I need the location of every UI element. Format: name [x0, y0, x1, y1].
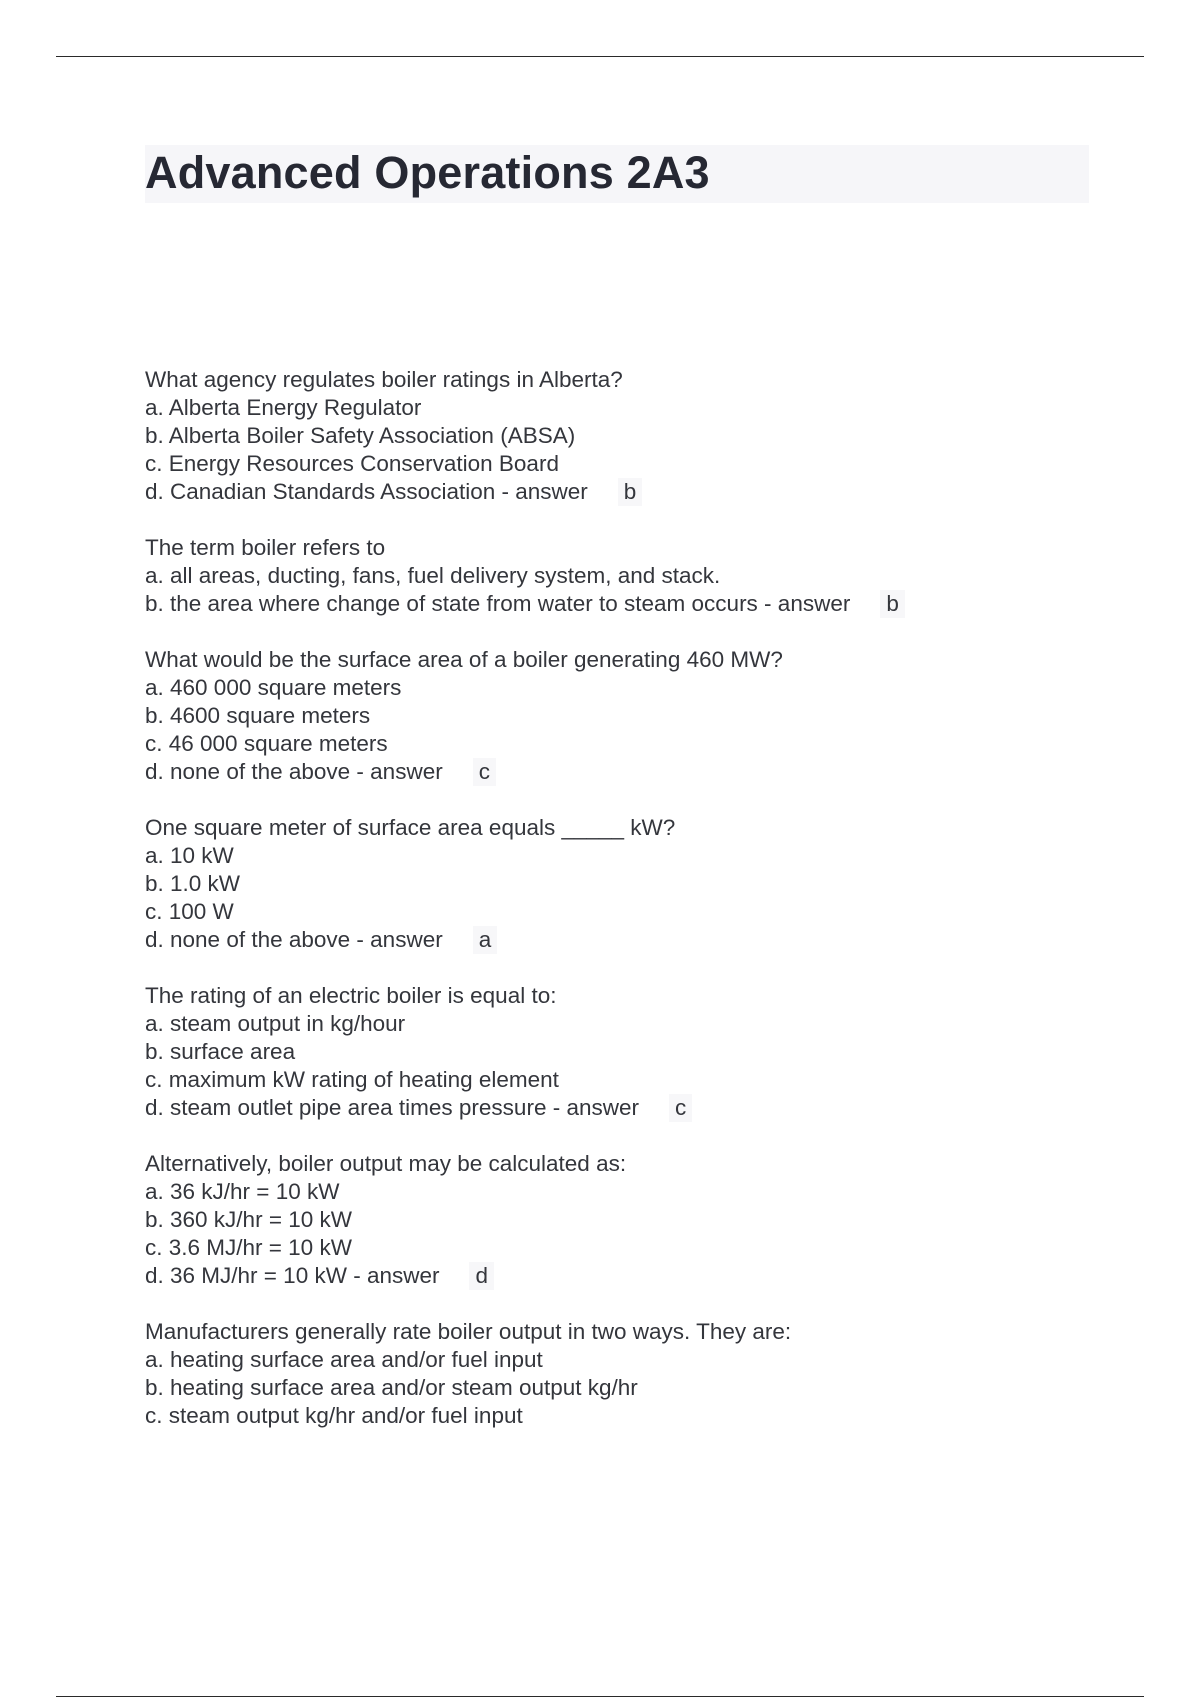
option-text: a. 36 kJ/hr = 10 kW [145, 1179, 340, 1204]
question-text: What would be the surface area of a boiler generating 460 MW? [145, 647, 783, 672]
option-line [145, 1178, 1105, 1206]
option-line [145, 478, 1105, 506]
question-block [145, 1318, 1105, 1430]
option-text: a. 460 000 square meters [145, 675, 402, 700]
option-text: a. all areas, ducting, fans, fuel delivery system, and stack. [145, 563, 721, 588]
option-line [145, 898, 1105, 926]
option-text: a. heating surface area and/or fuel input [145, 1347, 543, 1372]
option-line [145, 590, 1105, 618]
option-line [145, 702, 1105, 730]
answer-letter: a [473, 926, 498, 954]
question-text: Manufacturers generally rate boiler output in two ways. They are: [145, 1319, 792, 1344]
option-line [145, 1010, 1105, 1038]
option-line [145, 730, 1105, 758]
option-line [145, 394, 1105, 422]
option-line [145, 758, 1105, 786]
answer-letter: d [469, 1262, 494, 1290]
option-text: a. steam output in kg/hour [145, 1011, 406, 1036]
option-line [145, 562, 1105, 590]
option-line [145, 1374, 1105, 1402]
question-text: The rating of an electric boiler is equal to: [145, 983, 557, 1008]
option-text: c. 3.6 MJ/hr = 10 kW [145, 1235, 352, 1260]
option-text: a. 10 kW [145, 843, 234, 868]
option-text: c. Energy Resources Conservation Board [145, 451, 559, 476]
option-line [145, 1346, 1105, 1374]
option-text: c. 46 000 square meters [145, 731, 388, 756]
answer-letter: c [669, 1094, 692, 1122]
option-line [145, 1234, 1105, 1262]
option-text: d. none of the above - answer [145, 759, 443, 784]
option-line [145, 1066, 1105, 1094]
question-block [145, 982, 1105, 1122]
option-line [145, 1262, 1105, 1290]
option-text: b. the area where change of state from water to steam occurs - answer [145, 591, 851, 616]
option-text: a. Alberta Energy Regulator [145, 395, 422, 420]
question-block [145, 534, 1105, 618]
option-text: d. none of the above - answer [145, 927, 443, 952]
option-text: b. heating surface area and/or steam output kg/hr [145, 1375, 638, 1400]
option-line [145, 926, 1105, 954]
answer-letter: b [880, 590, 905, 618]
option-line [145, 674, 1105, 702]
option-text: c. steam output kg/hr and/or fuel input [145, 1403, 523, 1428]
option-line [145, 1206, 1105, 1234]
question-text: The term boiler refers to [145, 535, 386, 560]
option-line [145, 870, 1105, 898]
answer-letter: b [618, 478, 643, 506]
question-block [145, 1150, 1105, 1290]
option-text: b. 360 kJ/hr = 10 kW [145, 1207, 352, 1232]
option-text: b. Alberta Boiler Safety Association (ABSA) [145, 423, 576, 448]
page-title: Advanced Operations 2A3 [145, 147, 710, 198]
option-text: b. surface area [145, 1039, 296, 1064]
question-block [145, 646, 1105, 786]
option-text: c. maximum kW rating of heating element [145, 1067, 559, 1092]
question-text: Alternatively, boiler output may be calculated as: [145, 1151, 627, 1176]
option-line [145, 842, 1105, 870]
option-line [145, 1094, 1105, 1122]
option-text: d. 36 MJ/hr = 10 kW - answer [145, 1263, 440, 1288]
answer-letter: c [473, 758, 496, 786]
option-text: c. 100 W [145, 899, 234, 924]
question-list [145, 366, 1105, 1458]
bottom-rule [56, 1696, 1144, 1697]
option-text: d. steam outlet pipe area times pressure - answer [145, 1095, 639, 1120]
question-text: One square meter of surface area equals _____ kW? [145, 815, 676, 840]
option-text: d. Canadian Standards Association - answer [145, 479, 588, 504]
option-text: b. 1.0 kW [145, 871, 241, 896]
option-line [145, 1038, 1105, 1066]
option-text: b. 4600 square meters [145, 703, 371, 728]
option-line [145, 450, 1105, 478]
question-block [145, 366, 1105, 506]
option-line [145, 422, 1105, 450]
top-rule [56, 56, 1144, 57]
question-block [145, 814, 1105, 954]
option-line [145, 1402, 1105, 1430]
question-text: What agency regulates boiler ratings in Alberta? [145, 367, 623, 392]
